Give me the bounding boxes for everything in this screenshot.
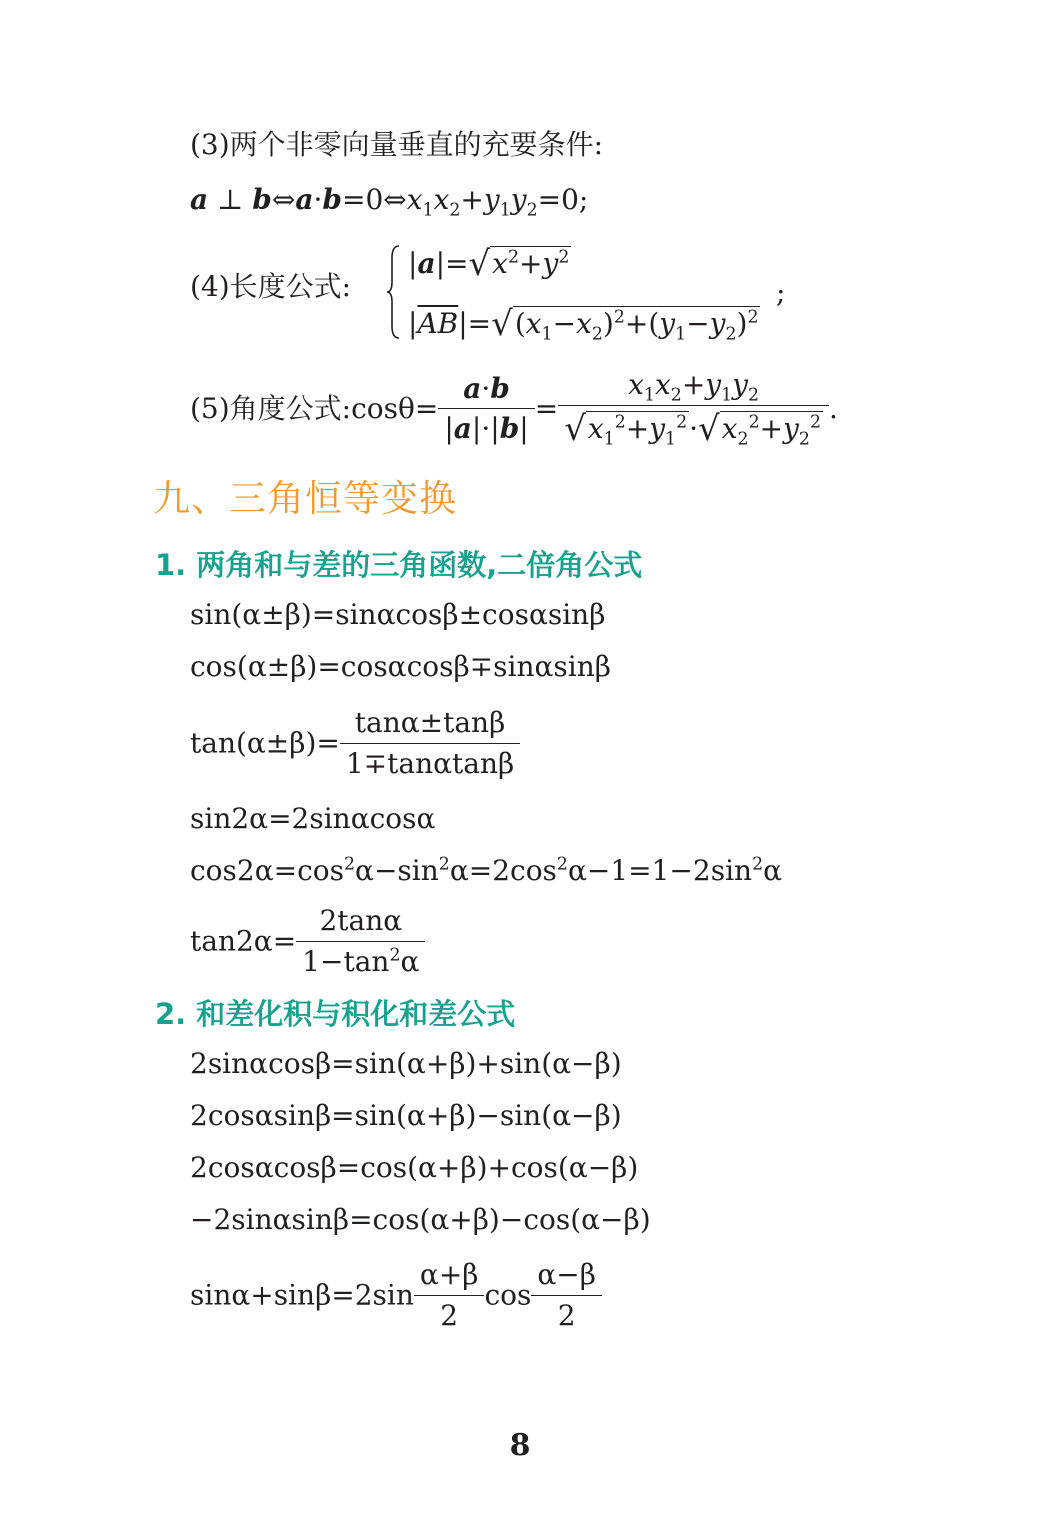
item5-label: (5)角度公式:cosθ=	[190, 391, 439, 425]
sin-double-formula: sin2α=2sinαcosα	[190, 802, 436, 835]
tan-double-denominator: $1-\tan^2\alpha$	[302, 944, 420, 978]
tan-double-lhs: tan2α=	[190, 924, 297, 958]
semicolon: ;	[776, 276, 786, 309]
angle-fraction-1: $\frac{a\cdot b}{|a|\cdot|b|}$	[438, 372, 534, 446]
tan-sum-numerator: tanα±tanβ	[340, 706, 520, 744]
tan-sum-denominator: 1∓tanαtanβ	[345, 746, 515, 780]
section-title: 九、三角恒等变换	[153, 477, 457, 520]
vector-length-formula: $|a|=√x^2+y^2$	[408, 244, 570, 284]
segment-length-formula: $|\overline{AB}|=√(x_1-x_2)^2+(y_1-y_2)^2$	[408, 304, 759, 345]
cos-double-formula: $\cos 2\alpha=\cos^2\alpha-\sin^2\alpha=2\cos^2\alpha-1=1-2\sin^2\alpha$	[190, 854, 783, 887]
product-formula-3: 2cosαcosβ=cos(α+β)+cos(α−β)	[190, 1151, 639, 1184]
sum-denominator-1: 2	[440, 1298, 459, 1332]
perpendicular-condition: a ⊥ $b\Leftrightarrow a\cdot b=0\Leftrightarrow x_1x_2+y_1y_2=0$;	[190, 183, 589, 221]
item4-label: (4)长度公式:	[190, 270, 352, 303]
sum-mid: cos	[484, 1278, 532, 1312]
tan-double-formula	[190, 904, 425, 978]
sum-numerator-1: α+β	[414, 1258, 485, 1296]
sin-sum-formula: sin(α±β)=sinαcosβ±cosαsinβ	[190, 598, 606, 631]
product-formula-2: 2cosαsinβ=sin(α+β)−sin(α−β)	[190, 1099, 622, 1132]
tan-sum-lhs: tan(α±β)=	[190, 726, 340, 760]
angle-fraction-2: $\frac{x_1x_2+y_1y_2}{√x_1^2+y_1^2\cdot√x_2^2+y_2^2}$	[558, 368, 829, 449]
sum-denominator-2: 2	[557, 1298, 576, 1332]
product-formula-1: 2sinαcosβ=sin(α+β)+sin(α−β)	[190, 1047, 622, 1080]
sum-numerator-2: α−β	[531, 1258, 602, 1296]
sum-lhs: sinα+sinβ=2sin	[190, 1278, 414, 1312]
subsection-1-title: 1. 两角和与差的三角函数,二倍角公式	[155, 548, 643, 582]
page-number: 8	[509, 1428, 531, 1463]
cos-sum-formula: cos(α±β)=cosαcosβ∓sinαsinβ	[190, 650, 611, 683]
left-brace	[386, 244, 400, 340]
subsection-2-title: 2. 和差化积与积化和差公式	[155, 997, 516, 1031]
sum-to-product-formula	[190, 1258, 602, 1332]
tan-sum-formula	[190, 706, 520, 780]
product-formula-4: −2sinαsinβ=cos(α+β)−cos(α−β)	[190, 1203, 651, 1236]
item3-label: (3)两个非零向量垂直的充要条件:	[190, 128, 604, 161]
angle-formula: (5)角度公式:cosθ= $\frac{a\cdot b}{|a|\cdot|b|}$ = $\frac{x_1x_2+y_1y_2}{√x_1^2+y_1^2\cdot√x_2^2+y_2^2}$ .	[190, 368, 838, 450]
tan-double-numerator: 2tanα	[296, 904, 425, 942]
